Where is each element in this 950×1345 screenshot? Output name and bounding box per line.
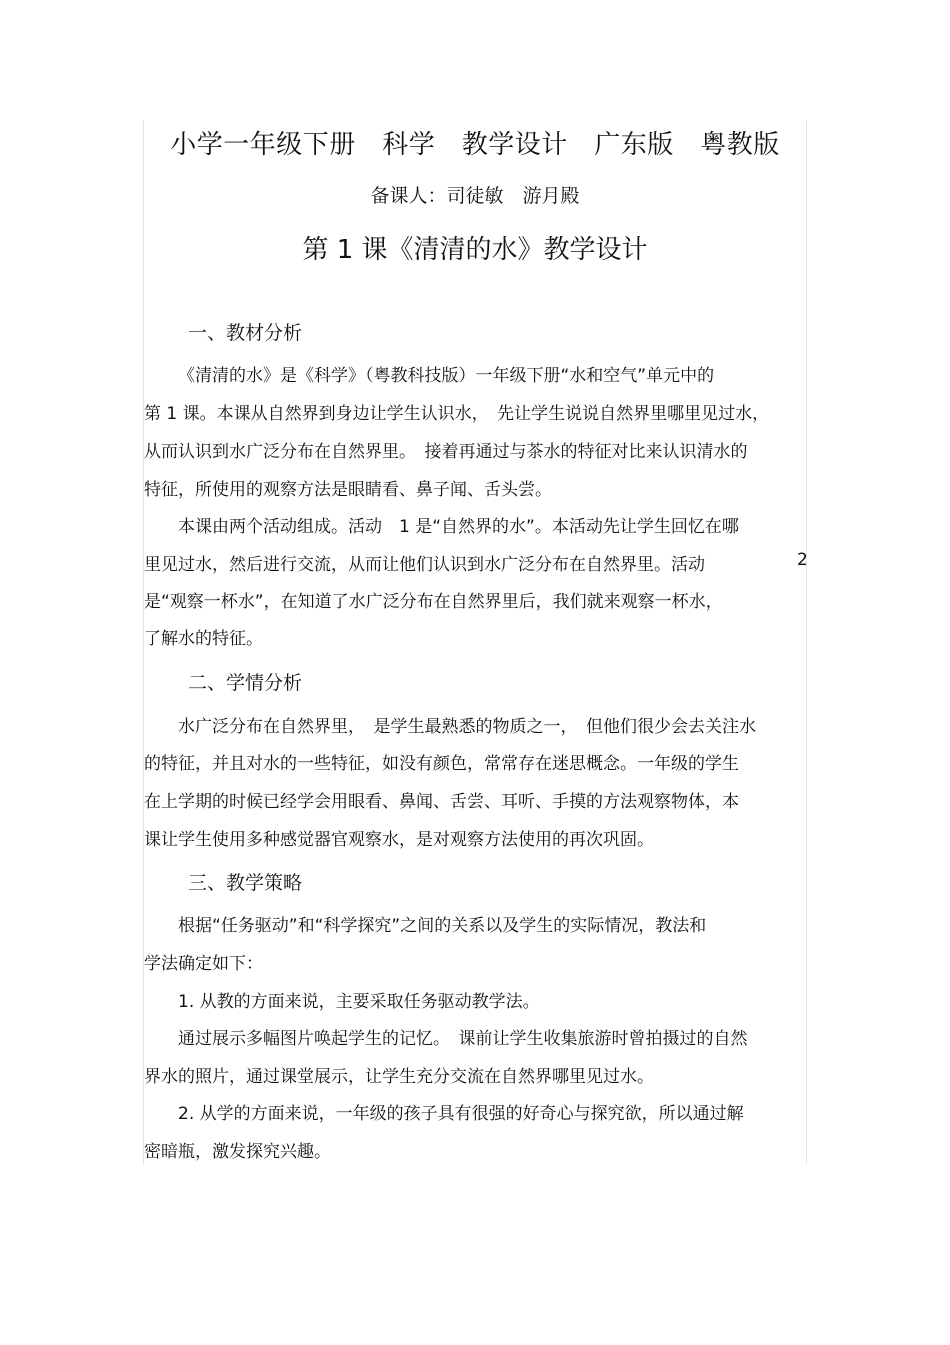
paragraph-line: 界水的照片，通过课堂展示，让学生充分交流在自然界哪里见过水。 xyxy=(144,1067,654,1087)
margin-line-right xyxy=(806,120,807,1165)
paragraph-line: 在上学期的时候已经学会用眼看、鼻闻、舌尝、耳听、手摸的方法观察物体，本 xyxy=(144,792,739,812)
paragraph-line: 里见过水，然后进行交流，从而让他们认识到水广泛分布在自然界里。活动 xyxy=(144,555,705,575)
preparers-line: 备课人：司徒敏 游月殿 xyxy=(370,185,580,207)
lesson-title: 第 1 课《清清的水》教学设计 xyxy=(302,235,648,265)
paragraph-line: 了解水的特征。 xyxy=(144,629,263,649)
section-heading-1: 一、教材分析 xyxy=(188,322,303,344)
stray-number: 2 xyxy=(797,550,808,570)
paragraph-line: 特征，所使用的观察方法是眼睛看、鼻子闻、舌头尝。 xyxy=(144,480,552,500)
section-heading-3: 三、教学策略 xyxy=(188,872,303,894)
paragraph-line: 从而认识到水广泛分布在自然界里。 接着再通过与茶水的特征对比来认识清水的 xyxy=(144,442,748,462)
paragraph-line: 根据“任务驱动”和“科学探究”之间的关系以及学生的实际情况，教法和 xyxy=(178,916,707,936)
paragraph-line: 课让学生使用多种感觉器官观察水，是对观察方法使用的再次巩固。 xyxy=(144,830,654,850)
main-title: 小学一年级下册 科学 教学设计 广东版 粤教版 xyxy=(170,130,780,160)
paragraph-line: 密暗瓶，激发探究兴趣。 xyxy=(144,1142,331,1162)
paragraph-line: 通过展示多幅图片唤起学生的记忆。 课前让学生收集旅游时曾拍摄过的自然 xyxy=(178,1029,748,1049)
paragraph-line: 水广泛分布在自然界里， 是学生最熟悉的物质之一， 但他们很少会去关注水 xyxy=(178,717,756,737)
paragraph-line: 本课由两个活动组成。活动 1 是“自然界的水”。本活动先让学生回忆在哪 xyxy=(178,517,739,537)
paragraph-line: 1. 从教的方面来说，主要采取任务驱动教学法。 xyxy=(178,992,540,1012)
paragraph-line: 是“观察一杯水”，在知道了水广泛分布在自然界里后，我们就来观察一杯水， xyxy=(144,592,723,612)
section-heading-2: 二、学情分析 xyxy=(188,672,303,694)
paragraph-line: 学法确定如下： xyxy=(144,954,263,974)
paragraph-line: 2. 从学的方面来说，一年级的孩子具有很强的好奇心与探究欲，所以通过解 xyxy=(178,1104,744,1124)
paragraph-line: 的特征，并且对水的一些特征，如没有颜色，常常存在迷思概念。一年级的学生 xyxy=(144,754,739,774)
paragraph-line: 第 1 课。本课从自然界到身边让学生认识水， 先让学生说说自然界里哪里见过水， xyxy=(144,404,770,424)
paragraph-line: 《清清的水》是《科学》（粤教科技版）一年级下册“水和空气”单元中的 xyxy=(178,366,715,386)
